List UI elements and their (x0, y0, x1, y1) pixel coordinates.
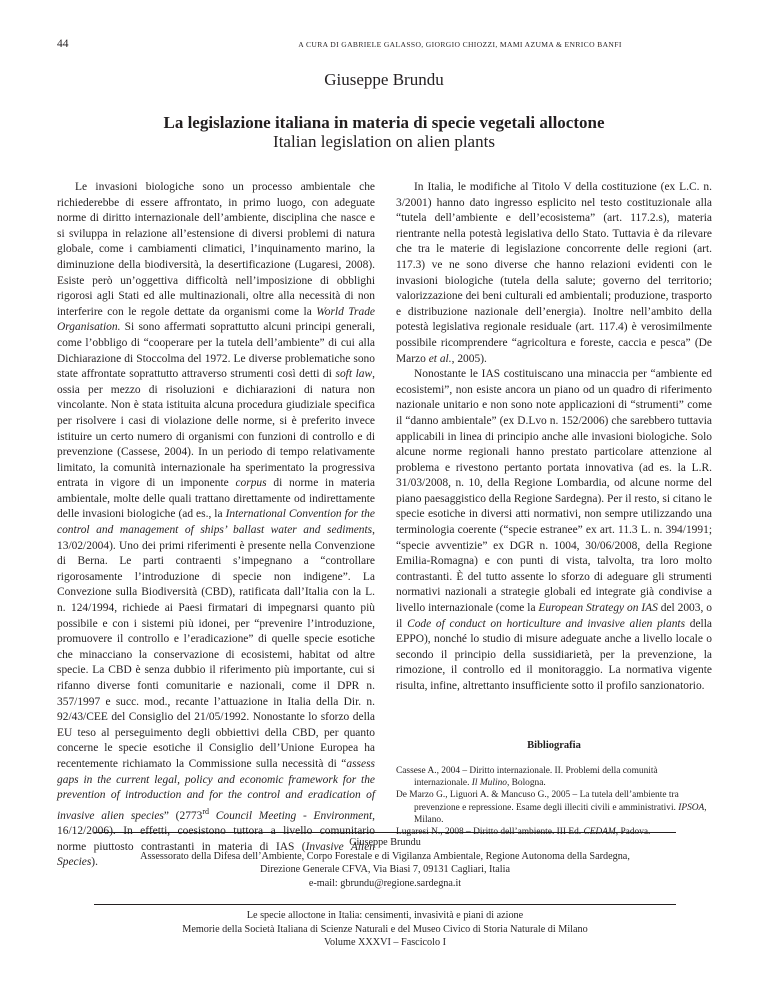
body-paragraph: Nonostante le IAS costituiscano una minaccia per “ambiente ed ecosistemi”, non esiste ancora un piano od un quadro di riferimento nazionale unitario e non sono note applicazioni di “strumenti” come il “danno ambientale” (ex D.Lvo n. 152/2006) che sarebbero tuttavia applicabili in linea di principio anche alle invasioni biologiche. Solo alcune norme regionali hanno prestato particolare attenzione al problema e rivestono pertanto portata innovativa (ad es. la L.R. 31/03/2008, n. 10, della Regione Lombardia, od alcune norme del piano paesaggistico della Regione Sardegna). Per il resto, si citano le specie esotiche in diversi atti normativi, non sempre utilizzando una terminologia coerente (“specie estranee” ex art. 11.3 L. n. 394/1991; “specie avventizie” ex DGR n. 1004, 30/06/2008, della Regione Emilia-Romagna) e con punti di vista, talvolta, tra loro molto contrastanti. È del tutto assente lo sforzo di adeguare gli strumenti normativi nazionali a strategie globali ed integrate già condivise a livello internazionale (come la European Strategy on IAS del 2003, o il Code of conduct on horticulture and invasive alien plants della EPPO), nonché lo studio di misure adeguate anche a livello locale o secondo il principio della sussidiarietà, per la prevenzione, la rimozione, il controllo ed il monitoraggio. La normativa vigente risulta, infine, altrettanto insufficiente sotto il profilo sanzionatorio. (396, 368, 712, 692)
affiliation-institution: Assessorato della Difesa dell’Ambiente, Corpo Forestale e di Vigilanza Ambientale, Regione Autonoma della Sardegna, (140, 850, 630, 862)
author-affiliation (60, 836, 710, 890)
reference-item: De Marzo G., Liguori A. & Mancuso G., 2005 – La tutela dell’ambiente tra prevenzione e repressione. Esame degli illeciti civili e amministrativi. IPSOA, Milano. (396, 790, 707, 825)
body-paragraph: In Italia, le modifiche al Titolo V della costituzione (ex L.C. n. 3/2001) hanno dato ingresso esplicito nel testo costituzionale alla “tutela dell’ambiente e dell’ecosistema” (art. 117.2.s), materia rientrante nella potestà legislativa dello Stato. Tuttavia è da rilevare che tra le materie di legislazione concorrente delle regioni (art. 117.3) ve ne sono diverse che hanno relazioni evidenti con le invasioni biologiche (tutela della salute; governo del territorio; valorizzazione dei beni culturali ed ambientali; produzione, trasporto e distribuzione nazionale dell’energia). Inoltre nell’ambito della potestà legislativa regionale residuale (art. 117.4) è verosimilmente possibile ricomprendere “agricoltura e foreste, caccia e pesca” (De Marzo et al., 2005). (396, 181, 712, 365)
series-title: Le specie alloctone in Italia: censimenti, invasività e piani di azione (246, 910, 524, 921)
reference-list (396, 765, 712, 838)
right-column (396, 180, 712, 695)
left-column (57, 180, 375, 871)
divider-rule (94, 832, 676, 833)
affiliation-address: Direzione Generale CFVA, Via Biasi 7, 09131 Cagliari, Italia (260, 864, 510, 876)
body-paragraph: Le invasioni biologiche sono un processo ambientale che richiederebbe di essere affrontato, in primo luogo, con adeguate norme di diritto internazionale dell’ambiente, disciplina che nasce e si sviluppa in relazione all’estensione di diversi problemi di natura globale, come i cambiamenti climatici, l’inquinamento marino, la diminuzione della biodiversità, la desertificazione (Lugaresi, 2008). Esiste però un’oggettiva difficoltà nell’imposizione di obblighi rigorosi agli Stati ed alle multinazionali, oltre alla necessità di non interferire con le regole dettate da organismi come la World Trade Organisation. Si sono affermati soprattutto alcuni principi generali, come l’obbligo di “cooperare per la tutela dell’ambiente” di cui alla Dichiarazione di Stoccolma del 1972. Le diverse problematiche sono state affrontate soprattutto attraverso strumenti così detti di soft law, ossia per mezzo di risoluzioni e dichiarazioni di natura non vincolante. Non è stata istituita alcuna procedura giudiziale specifica per risolvere i casi di violazione delle norme, si è preferito invece istituire un certo numero di organismi con funzioni di controllo e di prevenzione (Cassese, 2004). In un periodo di tempo relativamente limitato, la comunità internazionale ha sperimentato la progressiva entrata in vigore di un imponente corpus di norme in materia ambientale, molte delle quali trattano direttamente od indirettamente delle invasioni biologiche (ad es., la International Convention for the control and management of ships’ ballast water and sediments, 13/02/2004). Uno dei primi riferimenti è presente nella Convenzione di Berna. Le parti contraenti s’impegnano a “controllare rigorosamente l’introduzione di specie non indigene”. La Convezione sulla Biodiversità (CBD), ratificata dall’Italia con la L. n. 124/1994, richiede ai Paesi firmatari di impegnarsi quanto più possibile e con i sistemi più idonei, per “prevenire l’introduzione, promuovere il controllo e l’eradicazione” di quelle specie esotiche che minacciano la conservazione di ecosistemi, habitat od altre specie. La CBD è senza dubbio il riferimento più importante, cui si rifanno diverse fonti comunitarie e nazionali, come il DPR n. 357/1997 e succ. mod., recante l’attuazione in Italia della Dir. n. 92/43/CEE del Consiglio del 21/05/1992. Nonostante lo sforzo della EU teso al perseguimento degli obbiettivi della CBD, per quanto concerne le specie esotiche il Consiglio dell’Unione Europea ha recentemente richiamato la Commissione sulla necessità di “assess gaps in the current legal, policy and economic framework for the prevention of introduction and for the control and eradication of invasive alien species” (2773rd Council Meeting - Environment, 16/12/2006). In effetti, coesistono tuttora a livello comunitario norme piuttosto contrastanti in materia di IAS (Invasive Alien Species). (57, 181, 376, 869)
series-footer (60, 909, 710, 950)
series-publication: Memorie della Società Italiana di Scienze Naturali e del Museo Civico di Storia Naturale di Milano (182, 923, 588, 935)
running-header (0, 38, 768, 54)
affiliation-email: e-mail: gbrundu@regione.sardegna.it (308, 877, 462, 889)
affiliation-name: Giuseppe Brundu (349, 837, 421, 848)
divider-rule (94, 904, 676, 905)
page-number: 44 (57, 38, 69, 50)
bibliography-heading: Bibliografia (527, 740, 581, 751)
reference-item: Cassese A., 2004 – Diritto internazionale. II. Problemi della comunità internazionale. Il Mulino, Bologna. (396, 766, 658, 789)
reference-item: Lugaresi N., 2008 – Diritto dell’ambiente. III Ed. CEDAM, Padova. (396, 827, 651, 838)
series-volume: Volume XXXVI – Fascicolo I (323, 937, 447, 949)
header-editors: A CURA DI GABRIELE GALASSO, GIORGIO CHIOZZI, MAMI AZUMA & ENRICO BANFI (298, 40, 622, 49)
article-author: Giuseppe Brundu (324, 70, 444, 89)
article-title-english: Italian legislation on alien plants (273, 132, 495, 151)
article-title-italian: La legislazione italiana in materia di specie vegetali alloctone (163, 113, 605, 132)
